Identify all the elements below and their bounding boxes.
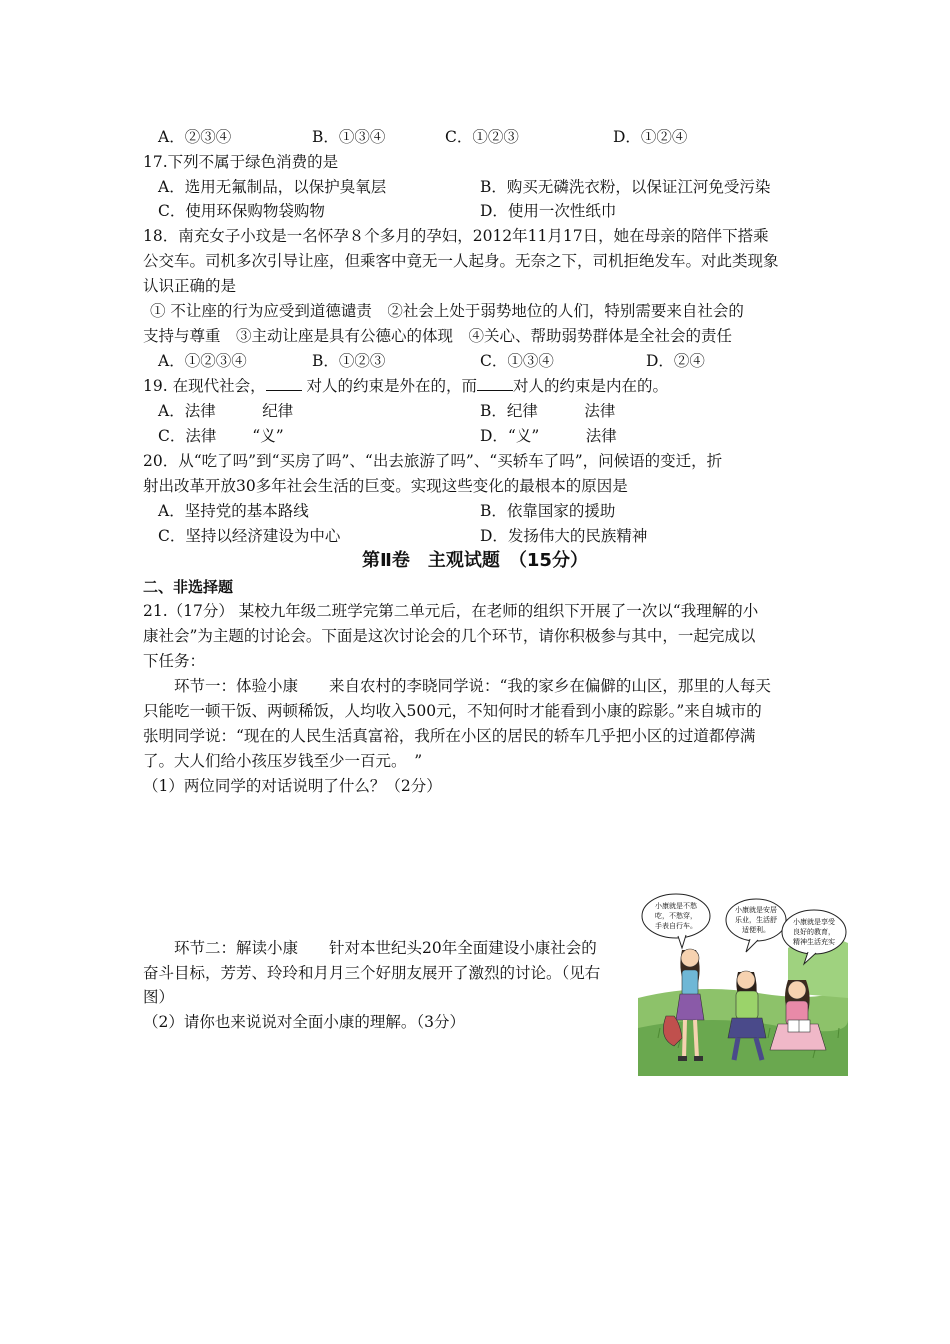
q19-blank-1 bbox=[266, 376, 302, 391]
q19-option-c: C．法律 “义” bbox=[158, 427, 284, 445]
bubble3-line-2: 良好的教育， bbox=[793, 928, 835, 936]
q16-option-d: D．①②④ bbox=[613, 128, 688, 146]
q19-stem-part-2: 对人的约束是外在的，而 bbox=[301, 377, 478, 395]
q16-option-b: B．①③④ bbox=[312, 128, 386, 146]
q21-link2-line-2: 奋斗目标，芳芳、玲玲和月月三个好朋友展开了激烈的讨论。（见右 bbox=[143, 964, 601, 982]
q18-option-c: C．①③④ bbox=[480, 352, 554, 370]
cartoon-drawing bbox=[638, 888, 848, 1076]
q21-line-1: 21.（17分） 某校九年级二班学完第二单元后，在老师的组织下开展了一次以“我理解的小 bbox=[143, 602, 759, 620]
q16-option-a: A．②③④ bbox=[158, 128, 232, 146]
cartoon-illustration bbox=[638, 888, 848, 1076]
q18-line-2: 公交车。司机多次引导让座，但乘客中竟无一人起身。无奈之下，司机拒绝发车。对此类现象 bbox=[143, 252, 779, 270]
q19-stem bbox=[143, 376, 668, 396]
q20-line-2: 射出改革开放30多年社会生活的巨变。实现这些变化的最根本的原因是 bbox=[143, 477, 628, 495]
bubble1-line-1: 小康就是不愁 bbox=[655, 902, 697, 910]
q17-option-d: D．使用一次性纸巾 bbox=[480, 202, 617, 220]
q18-line-4: ① 不让座的行为应受到道德谴责 ②社会上处于弱势地位的人们，特别需要来自社会的 bbox=[150, 302, 744, 320]
q21-link1-line-4: 了。大人们给小孩压岁钱至少一百元。 ” bbox=[143, 752, 423, 770]
q21-link2-line-1: 环节二：解读小康 针对本世纪头20年全面建设小康社会的 bbox=[174, 939, 597, 957]
q20-option-a: A．坚持党的基本路线 bbox=[158, 502, 309, 520]
bubble1-line-2: 吃，不愁穿， bbox=[655, 912, 697, 920]
bubble3-line-3: 精神生活充实 bbox=[793, 938, 835, 946]
q18-option-b: B．①②③ bbox=[312, 352, 386, 370]
q18-line-1: 18．南充女子小玟是一名怀孕８个多月的孕妇，2012年11月17日，她在母亲的陪伴下搭乘 bbox=[143, 227, 769, 245]
q17-option-c: C．使用环保购物袋购物 bbox=[158, 202, 325, 220]
q20-option-c: C．坚持以经济建设为中心 bbox=[158, 527, 341, 545]
q21-link1-line-2: 只能吃一顿干饭、两顿稀饭，人均收入500元，不知何时才能看到小康的踪影。”来自城市的 bbox=[143, 702, 762, 720]
q21-link1-line-1: 环节一：体验小康 来自农村的李晓同学说：“我的家乡在偏僻的山区，那里的人每天 bbox=[174, 677, 771, 695]
q20-line-1: 20．从“吃了吗”到“买房了吗”、“出去旅游了吗”、“买轿车了吗”，问候语的变迁，折 bbox=[143, 452, 723, 470]
q18-line-3: 认识正确的是 bbox=[143, 277, 237, 295]
q16-option-c: C．①②③ bbox=[445, 128, 519, 146]
q21-sub-question-2: （2）请你也来说说对全面小康的理解。（3分） bbox=[143, 1013, 465, 1031]
q21-sub-question-1: （1）两位同学的对话说明了什么？（2分） bbox=[143, 777, 442, 795]
q17-stem: 17.下列不属于绿色消费的是 bbox=[143, 153, 339, 171]
q19-stem-part-1: 19. 在现代社会， bbox=[143, 377, 266, 395]
part2-title: 第Ⅱ卷 主观试题 （15分） bbox=[362, 550, 588, 571]
q17-option-b: B．购买无磷洗衣粉，以保证江河免受污染 bbox=[480, 178, 771, 196]
q19-option-a: A．法律 纪律 bbox=[158, 402, 294, 420]
q18-line-5: 支持与尊重 ③主动让座是具有公德心的体现 ④关心、帮助弱势群体是全社会的责任 bbox=[143, 327, 733, 345]
q18-option-a: A．①②③④ bbox=[158, 352, 247, 370]
q17-option-a: A．选用无氟制品，以保护臭氧层 bbox=[158, 178, 387, 196]
bubble2-line-3: 适便利。 bbox=[742, 926, 770, 934]
q18-option-d: D．②④ bbox=[646, 352, 705, 370]
bubble2-line-1: 小康就是安居 bbox=[735, 906, 777, 914]
q21-link1-line-3: 张明同学说：“现在的人民生活真富裕，我所在小区的居民的轿车几乎把小区的过道都停满 bbox=[143, 727, 756, 745]
bubble2-line-2: 乐业，生活舒 bbox=[735, 916, 777, 924]
q21-line-3: 下任务： bbox=[143, 652, 206, 670]
bubble3-line-1: 小康就是享受 bbox=[793, 918, 835, 926]
q21-line-2: 康社会”为主题的讨论会。下面是这次讨论会的几个环节，请你积极参与其中，一起完成以 bbox=[143, 627, 756, 645]
q19-blank-2 bbox=[477, 376, 513, 391]
q19-stem-part-3: 对人的约束是内在的。 bbox=[513, 377, 669, 395]
q19-option-b: B．纪律 法律 bbox=[480, 402, 616, 420]
q19-option-d: D．“义” 法律 bbox=[480, 427, 617, 445]
q21-link2-line-3: 图） bbox=[143, 988, 175, 1006]
q20-option-b: B．依靠国家的援助 bbox=[480, 502, 616, 520]
q20-option-d: D．发扬伟大的民族精神 bbox=[480, 527, 648, 545]
section-heading: 二、非选择题 bbox=[143, 578, 234, 596]
bubble1-line-3: 手表自行车。 bbox=[655, 922, 697, 930]
